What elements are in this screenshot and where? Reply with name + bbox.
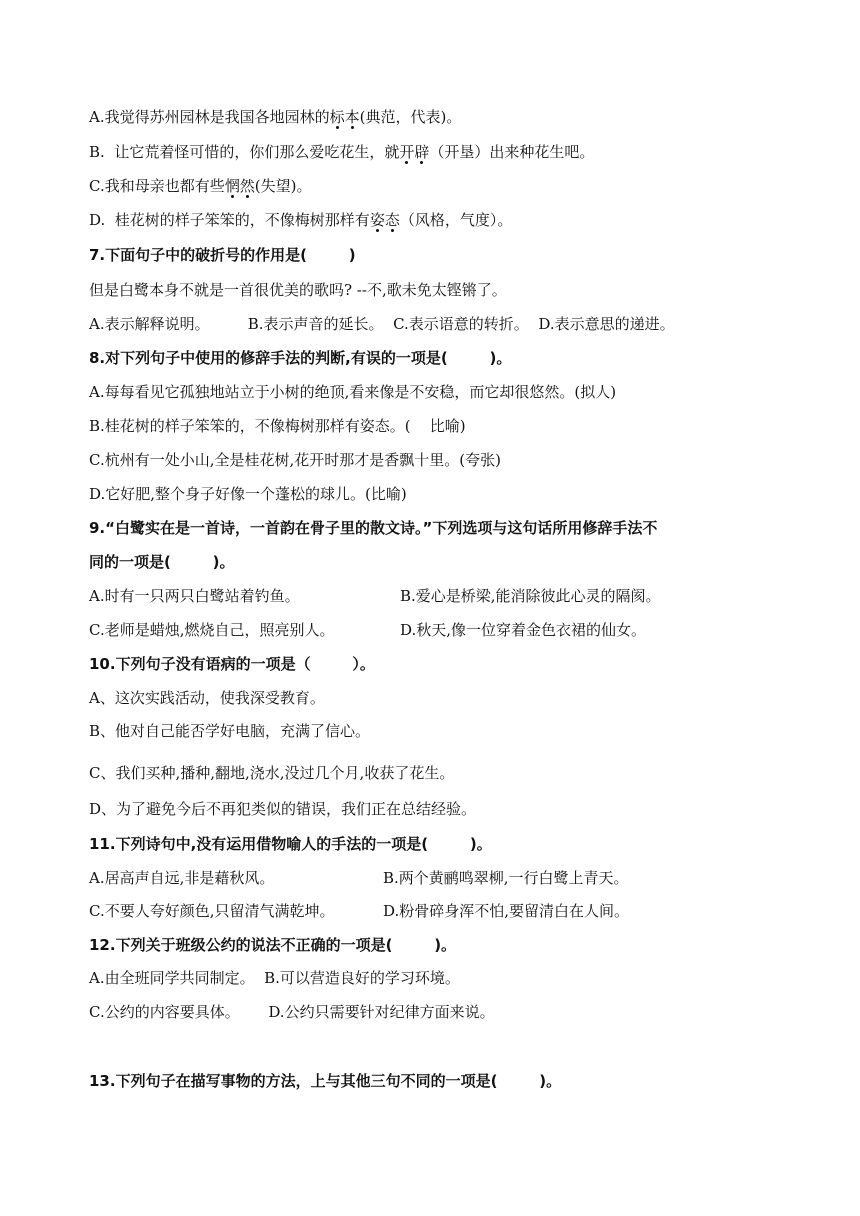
- dotted-char: 态: [384, 211, 400, 229]
- q9-stem-line1: 9.“白鹭实在是一首诗，一首韵在骨子里的散文诗。”下列选项与这句话所用修辞手法不: [89, 519, 658, 537]
- dotted-char: 惘: [224, 177, 240, 195]
- q12-options-ab: A.由全班同学共同制定。 B.可以营造良好的学习环境。: [89, 969, 460, 987]
- q11-option-b: B.两个黄鹂鸣翠柳,一行白鹭上青天。: [383, 869, 629, 887]
- q8-option-a: A.每每看见它孤独地站立于小树的绝顶,看来像是不安稳，而它却很悠然。(拟人): [89, 383, 617, 401]
- q10-option-a: A、这次实践活动，使我深受教育。: [89, 689, 325, 707]
- q6-option-a: A.我觉得苏州园林是我国各地园林的标本(典范，代表)。: [89, 108, 462, 126]
- q8-option-d: D.它好肥,整个身子好像一个蓬松的球儿。(比喻): [89, 485, 407, 503]
- dotted-char: 然: [239, 177, 255, 195]
- q11-stem: 11.下列诗句中,没有运用借物喻人的手法的一项是( )。: [89, 835, 492, 853]
- q10-option-c: C、我们买种,播种,翻地,浇水,没过几个月,收获了花生。: [89, 764, 455, 782]
- q10-stem: 10.下列句子没有语病的一项是（ ）。: [89, 655, 375, 673]
- q6-option-b: B. 让它荒着怪可惜的，你们那么爱吃花生，就开辟（开垦）出来种花生吧。: [89, 143, 595, 161]
- q11-option-d: D.粉骨碎身浑不怕,要留清白在人间。: [383, 902, 630, 920]
- q12-stem: 12.下列关于班级公约的说法不正确的一项是( )。: [89, 936, 457, 954]
- q8-option-b: B.桂花树的样子笨笨的，不像梅树那样有姿态。( 比喻): [89, 417, 466, 435]
- q6-option-c: C.我和母亲也都有些惘然(失望)。: [89, 177, 312, 195]
- dotted-char: 姿: [369, 211, 385, 229]
- q11-option-c: C.不要人夸好颜色,只留清气满乾坤。: [89, 902, 335, 920]
- q7-quote: 但是白鹭本身不就是一首很优美的歌吗? --不,歌未免太铿锵了。: [89, 281, 507, 299]
- q6-option-d: D. 桂花树的样子笨笨的，不像梅树那样有姿态（风格，气度）。: [89, 211, 513, 229]
- dotted-char: 开: [399, 143, 415, 161]
- q9-option-b: B.爱心是桥梁,能消除彼此心灵的隔阂。: [400, 587, 661, 605]
- q13-stem: 13.下列句子在描写事物的方法，上与其他三句不同的一项是( )。: [89, 1072, 562, 1090]
- q8-option-c: C.杭州有一处小山,全是桂花树,花开时那才是香飘十里。(夸张): [89, 451, 501, 469]
- q12-options-cd: C.公约的内容要具体。 D.公约只需要针对纪律方面来说。: [89, 1003, 495, 1021]
- q7-stem: 7.下面句子中的破折号的作用是( ): [89, 246, 356, 264]
- q11-option-a: A.居高声自远,非是藉秋风。: [89, 869, 275, 887]
- q10-option-d: D、为了避免今后不再犯类似的错误，我们正在总结经验。: [89, 800, 477, 818]
- q9-option-a: A.时有一只两只白鹭站着钓鱼。: [89, 587, 300, 605]
- dotted-char: 本: [344, 108, 360, 126]
- dotted-char: 标: [329, 108, 345, 126]
- q9-stem-line2: 同的一项是( )。: [89, 553, 235, 571]
- q9-option-d: D.秋天,像一位穿着金色衣裙的仙女。: [400, 621, 647, 639]
- q7-options: A.表示解释说明。 B.表示声音的延长。 C.表示语意的转折。 D.表示意思的递进。: [89, 315, 675, 333]
- q9-option-c: C.老师是蜡烛,燃烧自己，照亮别人。: [89, 621, 335, 639]
- q8-stem: 8.对下列句子中使用的修辞手法的判断,有误的一项是( )。: [89, 349, 512, 367]
- q10-option-b: B、他对自己能否学好电脑，充满了信心。: [89, 722, 371, 740]
- dotted-char: 辟: [414, 143, 430, 161]
